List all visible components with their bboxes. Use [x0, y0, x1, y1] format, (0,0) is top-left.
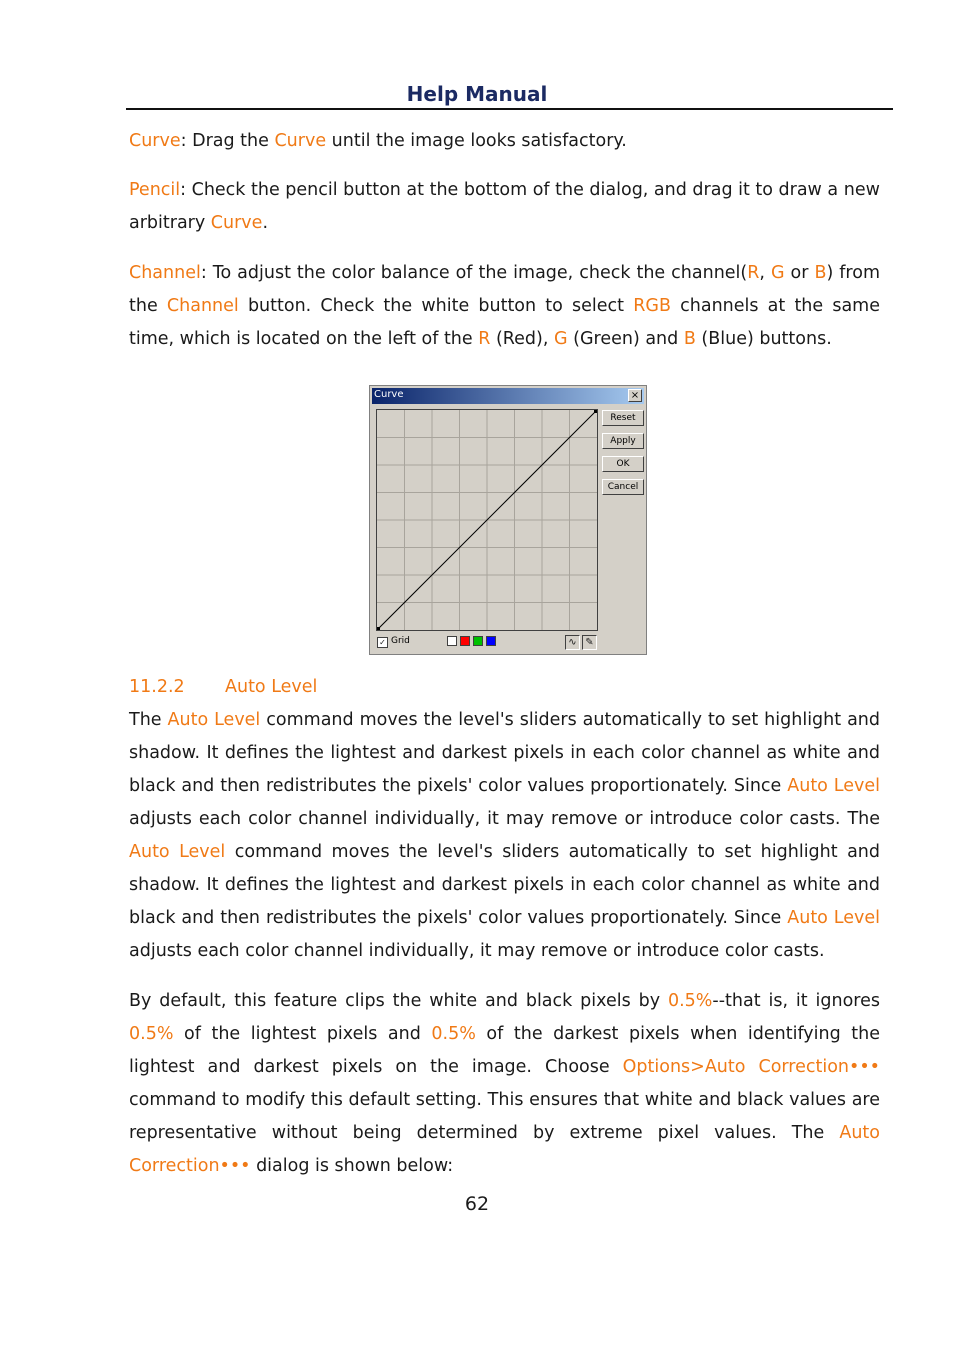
text: .	[262, 213, 269, 233]
term-options-auto-correction: Options>Auto Correction•••	[622, 1057, 880, 1077]
term-auto-level: Auto Level	[787, 776, 880, 796]
cancel-button[interactable]: Cancel	[602, 479, 644, 495]
page-header-title: Help Manual	[406, 82, 548, 106]
text: command to modify this default setting. This ensures that white and black values are representative without being determined by extreme pixel values. The	[129, 1090, 880, 1143]
text: (Blue) buttons.	[695, 329, 832, 349]
curve-dialog	[369, 385, 647, 655]
channel-blue-button[interactable]	[486, 636, 496, 646]
term-curve: Curve	[274, 131, 327, 151]
channel-red-button[interactable]	[460, 636, 470, 646]
text: By default, this feature clips the white and black pixels by	[129, 991, 668, 1011]
term-auto-correction: Auto Correction•••	[129, 1123, 880, 1176]
grid-label: Grid	[391, 636, 410, 646]
header-rule	[126, 108, 893, 110]
curve-paragraph	[129, 125, 880, 158]
text: adjusts each color channel individually, it may remove or introduce color casts. The	[129, 809, 880, 829]
term-auto-level: Auto Level	[787, 908, 880, 928]
text: (Green) and	[567, 329, 684, 349]
text: or	[784, 263, 815, 283]
text: dialog is shown below:	[250, 1156, 454, 1176]
channel-green-button[interactable]	[473, 636, 483, 646]
curve-graph	[377, 410, 597, 630]
term-percent: 0.5%	[431, 1024, 476, 1044]
curve-tool-icon[interactable]: ∿	[565, 635, 580, 650]
text: of the lightest pixels and	[173, 1024, 432, 1044]
term-curve: Curve	[210, 213, 263, 233]
curve-point	[594, 410, 597, 413]
term-pencil: Pencil	[129, 180, 181, 200]
text: (Red),	[490, 329, 554, 349]
term-r: R	[478, 329, 491, 349]
section-heading	[129, 672, 317, 702]
term-r: R	[747, 263, 760, 283]
term-g: G	[770, 263, 785, 283]
term-auto-level: Auto Level	[129, 842, 226, 862]
text: button. Check the white button to select	[238, 296, 634, 316]
term-channel: Channel	[166, 296, 239, 316]
grid-checkbox[interactable]: ✓	[377, 637, 388, 648]
text: --that is, it ignores	[712, 991, 880, 1011]
default-clip-paragraph	[129, 985, 880, 1183]
section-number: 11.2.2	[129, 677, 185, 697]
text: : Check the pencil button at the bottom of the dialog, and drag it to draw a new arbitrary	[129, 180, 880, 233]
apply-button[interactable]: Apply	[602, 433, 644, 449]
dialog-title: Curve	[374, 389, 404, 400]
text: adjusts each color channel individually, it may remove or introduce color casts.	[129, 941, 825, 961]
text: ) from the	[129, 263, 880, 316]
term-channel: Channel	[129, 263, 201, 283]
term-b: B	[683, 329, 696, 349]
ok-button[interactable]: OK	[602, 456, 644, 472]
term-percent: 0.5%	[129, 1024, 174, 1044]
auto-level-paragraph	[129, 704, 880, 968]
text: : Drag the	[180, 131, 275, 151]
pencil-tool-icon[interactable]: ✎	[582, 635, 597, 650]
text: channels at the same time, which is located on the left of the	[129, 296, 880, 349]
text: until the image looks satisfactory.	[326, 131, 627, 151]
dialog-title-bar	[372, 388, 644, 404]
text: : To adjust the color balance of the image, check the channel(	[200, 263, 748, 283]
text: ,	[759, 263, 771, 283]
term-auto-level: Auto Level	[167, 710, 261, 730]
curve-point	[377, 627, 380, 630]
text: of the darkest pixels when identifying the lightest and darkest pixels on the image. Choose	[129, 1024, 880, 1077]
channel-paragraph	[129, 257, 880, 356]
channel-rgb-button[interactable]	[447, 636, 457, 646]
reset-button[interactable]: Reset	[602, 410, 644, 426]
close-button[interactable]: ×	[628, 389, 642, 402]
term-curve: Curve	[129, 131, 181, 151]
term-g: G	[554, 329, 568, 349]
text: command moves the level's sliders automatically to set highlight and shadow. It defines the lightest and darkest pixels in each color channel as white and black and then redistributes the pixels' color values proportionately. Since	[129, 842, 880, 928]
term-percent: 0.5%	[667, 991, 713, 1011]
text: The	[129, 710, 168, 730]
term-rgb: RGB	[633, 296, 671, 316]
term-b: B	[814, 263, 827, 283]
text: command moves the level's sliders automatically to set highlight and shadow. It defines the lightest and darkest pixels in each color channel as white and black and then redistributes the pixels' color values proportionately. Since	[129, 710, 880, 796]
curve-grid[interactable]	[376, 409, 598, 631]
section-title: Auto Level	[225, 677, 318, 697]
page-number: 62	[464, 1193, 490, 1215]
pencil-paragraph	[129, 174, 880, 240]
